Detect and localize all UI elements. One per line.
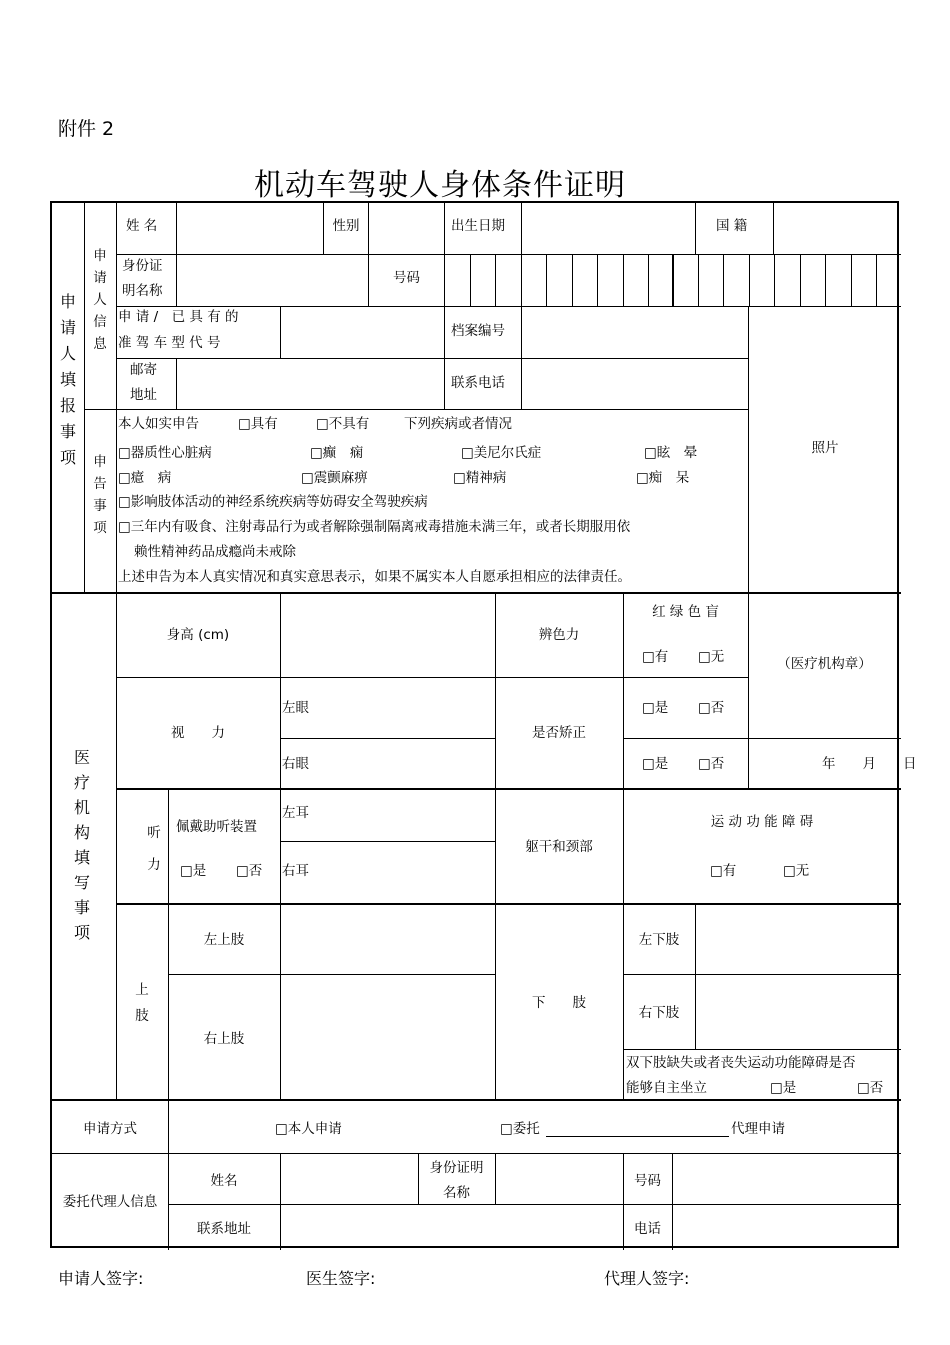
self-apply-checkbox[interactable]: □本人申请: [275, 1121, 342, 1137]
agent-number-label: 号码: [634, 1173, 661, 1189]
right-ear-label: 右耳: [282, 863, 309, 879]
mail-label-2: 地址: [130, 387, 157, 403]
gender-label: 性别: [332, 218, 360, 234]
motor-disorder-label: 运 动 功 能 障 碍: [710, 814, 814, 830]
agent-name-label: 姓名: [210, 1173, 238, 1189]
medical-section-label: 医疗机构填写事项: [73, 748, 90, 942]
color-blind-label: 红 绿 色 盲: [652, 604, 719, 620]
page-title: 机动车驾驶人身体条件证明: [254, 168, 626, 203]
color-vision-label: 辨色力: [538, 627, 580, 643]
corrected-label: 是否矫正: [532, 725, 586, 741]
sit-yes[interactable]: □是: [770, 1080, 797, 1096]
right-corrected-no[interactable]: □否: [698, 756, 725, 772]
trunk-neck-label: 躯干和颈部: [525, 839, 593, 855]
agent-apply-label: 代理申请: [731, 1121, 785, 1137]
disease-heart[interactable]: □器质性心脏病: [118, 445, 212, 461]
left-corrected-yes[interactable]: □是: [642, 700, 669, 716]
declaration-label: 申告事项: [93, 454, 107, 536]
agent-info-label: 委托代理人信息: [62, 1194, 158, 1210]
sit-question-2: 能够自主坐立: [626, 1080, 707, 1096]
photo-label: 照片: [811, 440, 839, 456]
disease-parkinson[interactable]: □震颤麻痹: [301, 470, 368, 486]
color-blind-yes[interactable]: □有: [642, 649, 669, 665]
sit-no[interactable]: □否: [857, 1080, 884, 1096]
disease-drug-2: 赖性精神药品成瘾尚未戒除: [134, 544, 296, 560]
right-lower-label: 右下肢: [638, 1005, 680, 1021]
disease-drug-1[interactable]: □三年内有吸食、注射毒品行为或者解除强制隔离戒毒措施未满三年，或者长期服用依: [118, 519, 631, 535]
disease-meniere[interactable]: □美尼尔氏症: [461, 445, 542, 461]
declaration-statement: 上述申告为本人真实情况和真实意思表示，如果不属实本人自愿承担相应的法律责任。: [118, 569, 631, 585]
checkbox-not-have[interactable]: □不具有: [316, 416, 370, 432]
motor-yes[interactable]: □有: [710, 863, 737, 879]
left-eye-label: 左眼: [282, 700, 309, 716]
doctor-signature: 医生签字:: [306, 1269, 376, 1288]
attachment-label: 附件 2: [58, 118, 115, 140]
application-method-label: 申请方式: [83, 1121, 137, 1137]
motor-no[interactable]: □无: [783, 863, 810, 879]
mail-label-1: 邮寄: [130, 362, 157, 378]
agent-id-label-1: 身份证明: [429, 1160, 484, 1176]
phone-label: 联系电话: [451, 375, 505, 391]
disease-epilepsy[interactable]: □癫 痫: [310, 445, 364, 461]
medical-seal-label: （医疗机构章）: [777, 656, 872, 672]
hearing-label: 听力: [147, 825, 161, 873]
height-label: 身高 (cm): [166, 627, 230, 643]
id-doc-label-2: 明名称: [122, 283, 163, 299]
declaration-following: 下列疾病或者情况: [404, 416, 512, 432]
hearing-aid-no[interactable]: □否: [236, 863, 263, 879]
entrust-checkbox[interactable]: □委托: [500, 1121, 540, 1137]
disease-vertigo[interactable]: □眩 晕: [644, 445, 698, 461]
checkbox-have[interactable]: □具有: [238, 416, 278, 432]
left-lower-label: 左下肢: [638, 932, 680, 948]
certificate-form: [50, 201, 917, 1248]
agent-address-label: 联系地址: [197, 1221, 251, 1237]
applicant-section-label: 申请人填报事项: [59, 292, 76, 467]
disease-psychosis[interactable]: □精神病: [453, 470, 507, 486]
right-corrected-yes[interactable]: □是: [642, 756, 669, 772]
license-label-2: 准 驾 车 型 代 号: [118, 335, 221, 351]
name-label: 姓 名: [126, 218, 158, 234]
id-doc-label-1: 身份证: [122, 258, 163, 274]
sit-question-1: 双下肢缺失或者丧失运动功能障碍是否: [626, 1055, 856, 1071]
file-number-label: 档案编号: [451, 323, 505, 339]
agent-id-label-2: 名称: [443, 1185, 470, 1201]
right-eye-label: 右眼: [282, 756, 309, 772]
color-blind-no[interactable]: □无: [698, 649, 725, 665]
applicant-signature: 申请人签字:: [58, 1269, 144, 1288]
hearing-aid-yes[interactable]: □是: [180, 863, 207, 879]
agent-phone-label: 电话: [634, 1221, 661, 1237]
left-corrected-no[interactable]: □否: [698, 700, 725, 716]
disease-dementia[interactable]: □痴 呆: [636, 470, 690, 486]
lower-limb-label: 下 肢: [532, 995, 586, 1011]
left-ear-label: 左耳: [282, 805, 309, 821]
birth-date-label: 出生日期: [451, 218, 505, 234]
upper-limb-label: 上肢: [135, 982, 149, 1024]
id-number-label: 号码: [393, 270, 420, 286]
applicant-info-label: 申请人信息: [93, 248, 107, 352]
agent-signature: 代理人签字:: [604, 1269, 690, 1288]
nationality-label: 国 籍: [716, 218, 748, 234]
license-label-1: 申 请 / 已 具 有 的: [118, 309, 239, 325]
disease-hysteria[interactable]: □癔 病: [118, 470, 172, 486]
vision-label: 视 力: [171, 725, 225, 741]
disease-nervous[interactable]: □影响肢体活动的神经系统疾病等妨碍安全驾驶疾病: [118, 494, 428, 510]
seal-date: 年 月 日: [822, 756, 917, 772]
hearing-aid-label: 佩戴助听装置: [176, 819, 257, 835]
left-upper-label: 左上肢: [203, 932, 245, 948]
right-upper-label: 右上肢: [203, 1031, 245, 1047]
declaration-intro: 本人如实申告: [118, 416, 199, 432]
